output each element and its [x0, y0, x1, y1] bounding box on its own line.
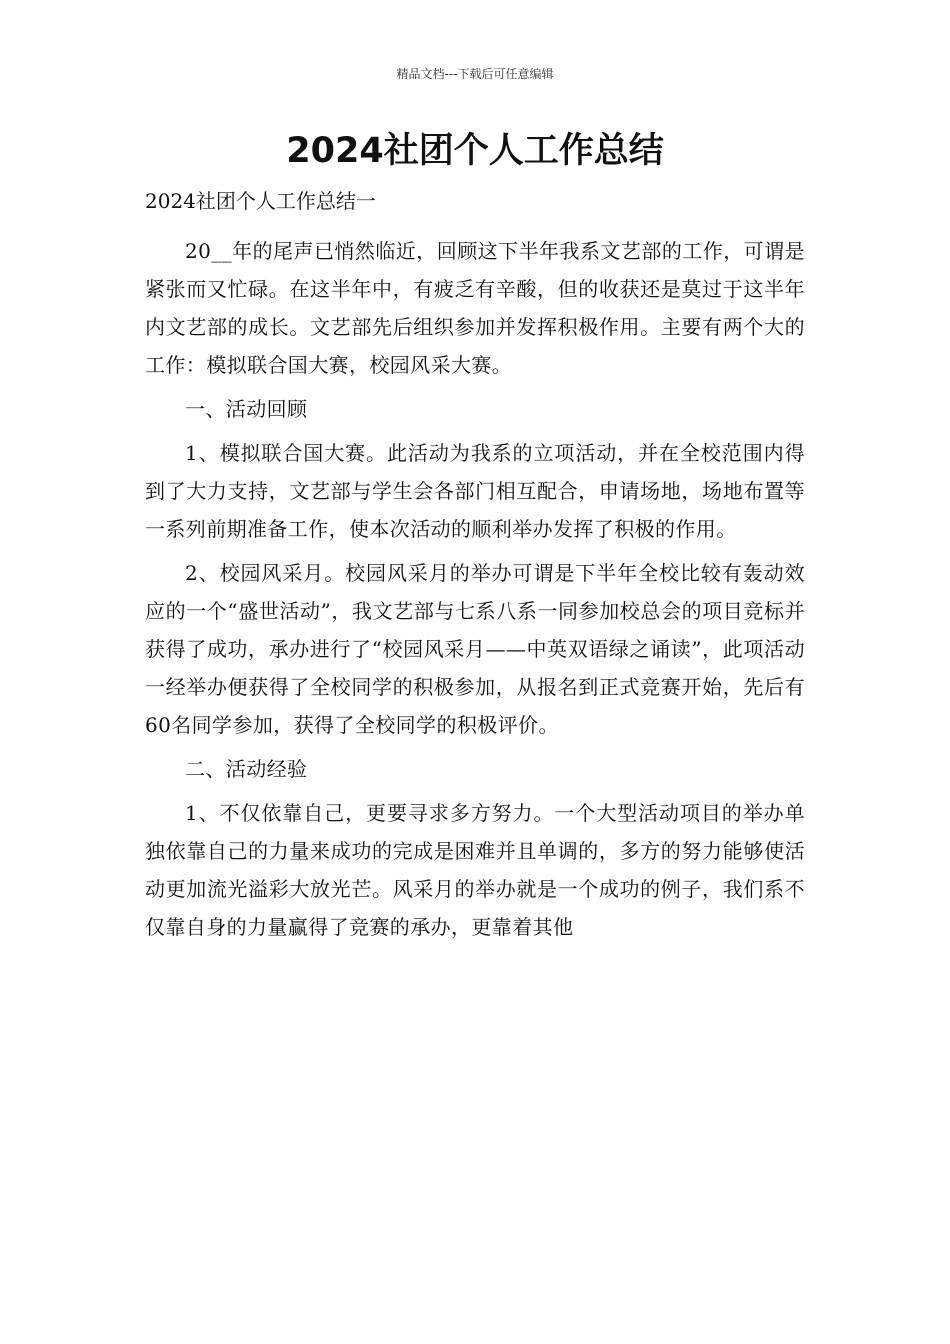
document-body	[145, 232, 805, 946]
section-heading-experience: 二、活动经验	[185, 757, 308, 781]
document-subtitle: 2024社团个人工作总结一	[145, 189, 376, 213]
paragraph-review-1: 1、模拟联合国大赛。此活动为我系的立项活动，并在全校范围内得到了大力支持，文艺部与学生会各部门相互配合，申请场地，场地布置等一系列前期准备工作，使本次活动的顺利举办发挥了积极的作用。	[145, 441, 805, 541]
section-heading-review: 一、活动回顾	[185, 397, 308, 421]
paragraph-review-2: 2、校园风采月。校园风采月的举办可谓是下半年全校比较有轰动效应的一个“盛世活动”，我文艺部与七系八系一同参加校总会的项目竞标并获得了成功，承办进行了“校园风采月——中英双语绿之诵读”，此项活动一经举办便获得了全校同学的积极参加，从报名到正式竞赛开始，先后有60名同学参加，获得了全校同学的积极评价。	[145, 561, 805, 737]
paragraph-intro: 20__年的尾声已悄然临近，回顾这下半年我系文艺部的工作，可谓是紧张而又忙碌。在这半年中，有疲乏有辛酸，但的收获还是莫过于这半年内文艺部的成长。文艺部先后组织参加并发挥积极作用。主要有两个大的工作：模拟联合国大赛，校园风采大赛。	[145, 239, 805, 377]
document-title: 2024社团个人工作总结	[286, 131, 664, 171]
paragraph-experience-1: 1、不仅依靠自己，更要寻求多方努力。一个大型活动项目的举办单独依靠自己的力量来成功的完成是困难并且单调的，多方的努力能够使活动更加流光溢彩大放光芒。风采月的举办就是一个成功的例子，我们系不仅靠自身的力量赢得了竞赛的承办，更靠着其他	[145, 801, 805, 939]
page-header: 精品文档---下载后可任意编辑	[396, 67, 554, 81]
